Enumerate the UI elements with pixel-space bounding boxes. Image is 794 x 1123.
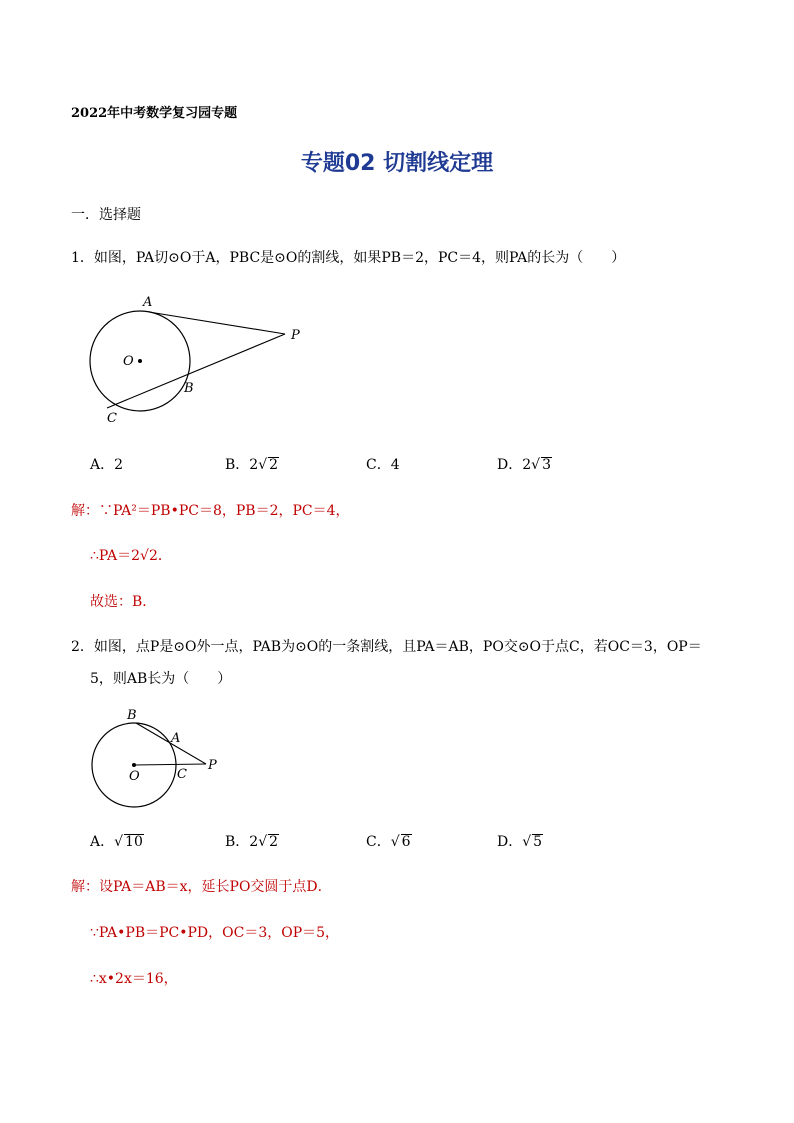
q1-label-b: B <box>184 381 194 396</box>
q2-option-b[interactable] <box>225 831 279 851</box>
q1-option-b[interactable] <box>225 454 279 474</box>
q1-secant-line <box>107 334 285 408</box>
section-heading: 一．选择题 <box>71 207 141 223</box>
q2-line-po <box>134 764 206 765</box>
radical-sign: √ <box>522 834 532 850</box>
q2-solution-line-2: ∵PA•PB＝PC•PD，OC＝3，OP＝5， <box>90 925 340 941</box>
q1-label-c: C <box>107 411 117 426</box>
question-1-stem <box>71 247 625 267</box>
q2-option-a-letter: A． <box>90 834 115 850</box>
q1-option-d-coef: 2 <box>522 457 532 473</box>
q2-option-a[interactable] <box>90 831 144 851</box>
q1-option-b-letter: B． <box>225 457 250 473</box>
q2-solution-line-3: ∴x•2x＝16， <box>90 971 178 987</box>
q2-option-c-letter: C． <box>366 834 391 850</box>
q2-option-d[interactable] <box>497 831 543 851</box>
q2-label-p: P <box>208 758 217 773</box>
q1-tangent-line <box>149 312 285 334</box>
q1-label-a: A <box>143 295 153 310</box>
q1-option-d-radicand: 3 <box>542 457 551 473</box>
q2-option-b-radicand: 2 <box>269 834 279 850</box>
q2-solution-line-1: 解：设PA＝AB＝x，延长PO交圆于点D． <box>71 879 332 895</box>
q2-option-b-letter: B． <box>225 834 250 850</box>
q1-option-a[interactable] <box>90 454 123 474</box>
radical-sign: √ <box>390 834 400 850</box>
q1-label-p: P <box>291 328 300 343</box>
q2-label-b: B <box>127 708 137 723</box>
radical-sign: √ <box>258 834 268 850</box>
question-2-stem-line-1: 2．如图，点P是⊙O外一点，PAB为⊙O的一条割线，且PA＝AB，PO交⊙O于点C，若OC＝3，OP＝ <box>71 639 702 655</box>
radical-sign: √ <box>531 457 541 473</box>
q1-option-d[interactable] <box>497 454 552 474</box>
q1-center-dot <box>138 359 142 363</box>
q2-option-c[interactable] <box>366 831 412 851</box>
q2-label-a: A <box>171 731 181 746</box>
q2-option-d-radicand: 5 <box>533 834 543 850</box>
radical-sign: √ <box>114 834 124 850</box>
q1-solution-line-3: 故选：B． <box>90 594 157 610</box>
q2-option-a-radicand: 10 <box>125 834 143 850</box>
radical-sign: √ <box>258 457 268 473</box>
q2-label-c: C <box>177 767 187 782</box>
q2-option-b-coef: 2 <box>249 834 259 850</box>
q1-option-d-letter: D． <box>497 457 523 473</box>
series-header: 2022年中考数学复习园专题 <box>71 106 238 121</box>
q1-option-b-coef: 2 <box>249 457 259 473</box>
question-2-figure <box>85 705 235 815</box>
q1-option-c-value: 4 <box>390 457 400 473</box>
q1-option-c-letter: C． <box>366 457 391 473</box>
page-title: 专题02 切割线定理 <box>300 151 494 176</box>
q2-option-c-radicand: 6 <box>401 834 411 850</box>
q1-stem-text: 1．如图，PA切⊙O于A，PBC是⊙O的割线，如果PB＝2，PC＝4，则PA的长为（ ） <box>71 250 626 266</box>
q1-solution-line-1: 解：∵PA²＝PB•PC＝8，PB＝2，PC＝4， <box>71 503 350 519</box>
q1-option-a-letter: A． <box>90 457 115 473</box>
question-2-stem-line-2: 5，则AB长为（ ） <box>90 671 232 687</box>
q2-option-d-letter: D． <box>497 834 523 850</box>
q1-option-a-value: 2 <box>114 457 124 473</box>
q1-option-c[interactable] <box>366 454 400 474</box>
q1-solution-line-2: ∴PA＝2√2． <box>90 548 172 564</box>
q1-option-b-radicand: 2 <box>269 457 279 473</box>
question-1-figure <box>80 288 320 428</box>
q1-label-o: O <box>123 354 134 369</box>
q2-label-o: O <box>129 769 140 784</box>
